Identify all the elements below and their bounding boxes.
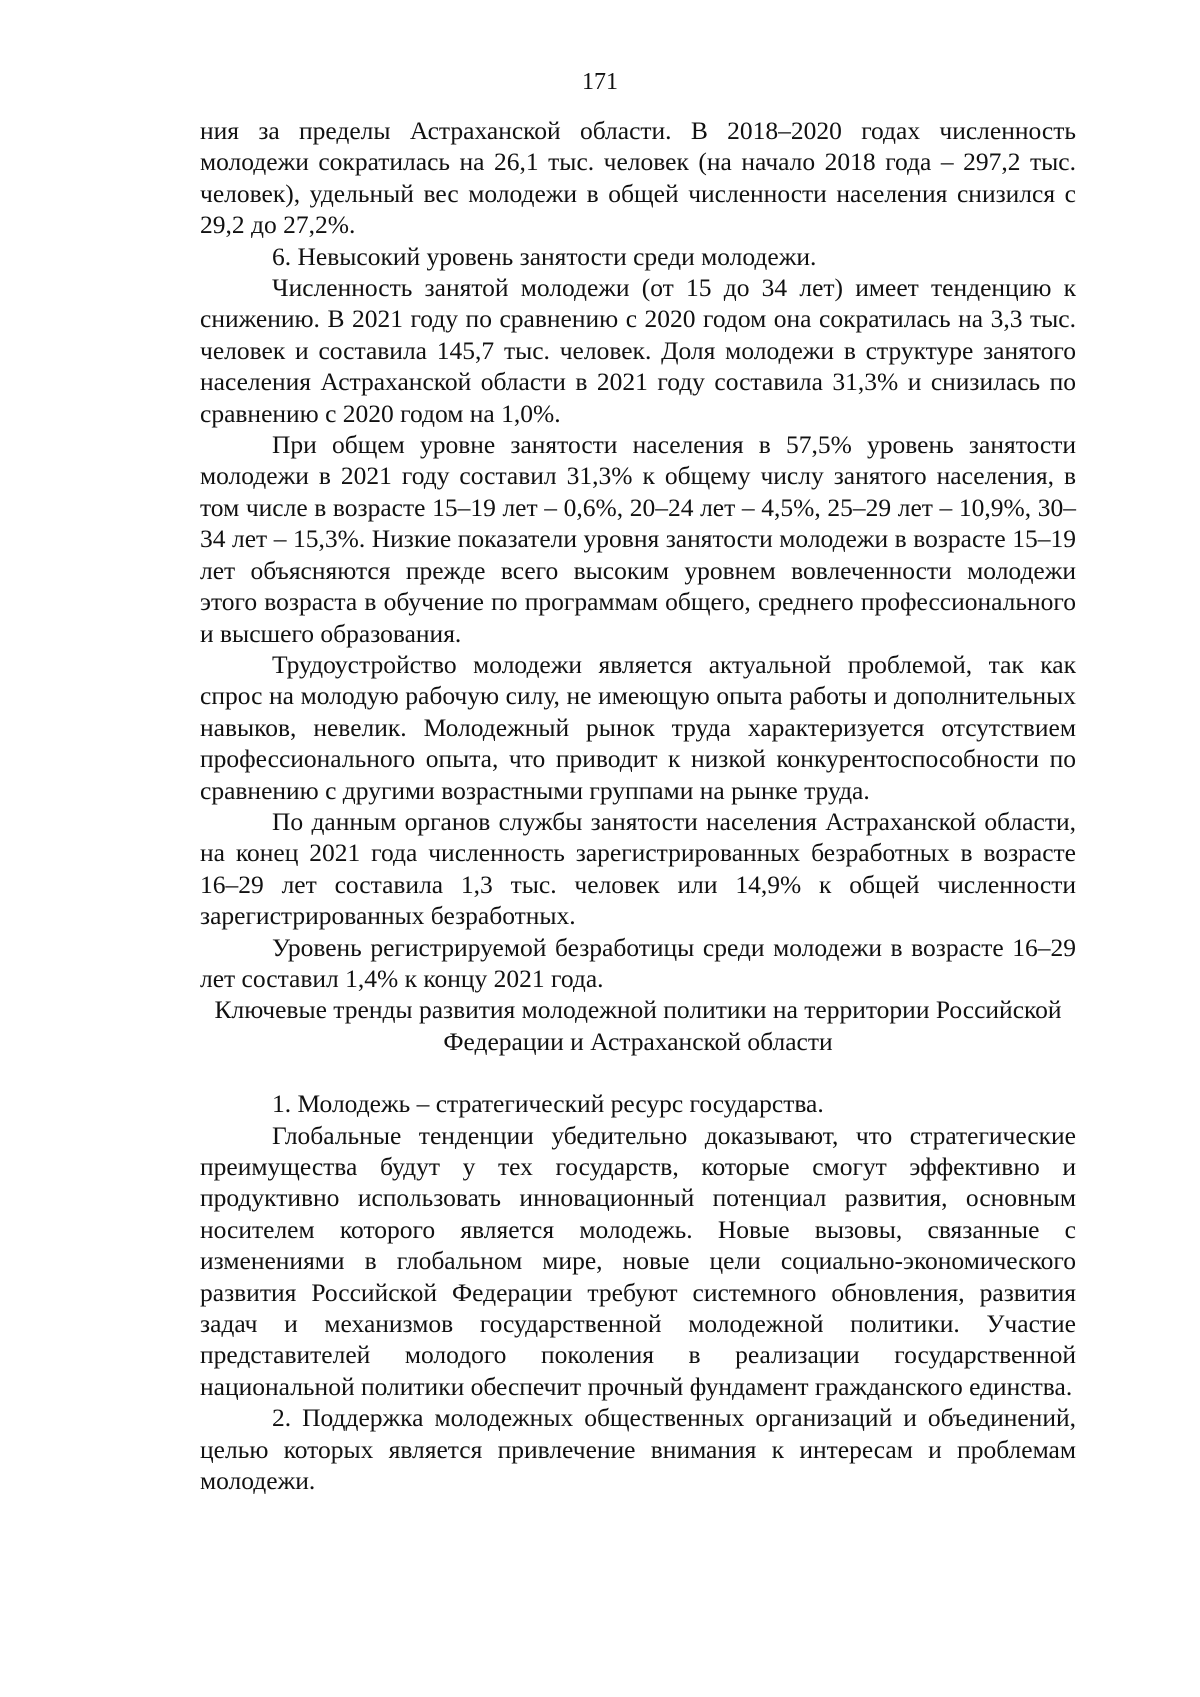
document-body — [200, 115, 1076, 1496]
paragraph: По данным органов службы занятости населения Астраханской области, на конец 2021 года численность зарегистрированных безработных в возрасте 16–29 лет составила 1,3 тыс. человек или 14,9% к общей численности зарегистрированных безработных. — [200, 806, 1076, 931]
paragraph: Уровень регистрируемой безработицы среди молодежи в возрасте 16–29 лет составил 1,4% к концу 2021 года. — [200, 932, 1076, 993]
list-item-heading: 1. Молодежь – стратегический ресурс государства. — [272, 1089, 824, 1119]
paragraph: Трудоустройство молодежи является актуальной проблемой, так как спрос на молодую рабочую силу, не имеющую опыта работы и дополнительных навыков, невелик. Молодежный рынок труда характеризуется отсутствием профессионального опыта, что приводит к низкой конкурентоспособности по сравнению с другими возрастными группами на рынке труда. — [200, 649, 1076, 805]
paragraph: При общем уровне занятости населения в 57,5% уровень занятости молодежи в 2021 году составил 31,3% к общему числу занятого населения, в том числе в возрасте 15–19 лет – 0,6%, 20–24 лет – 4,5%, 25–29 лет – 10,9%, 30–34 лет – 15,3%. Низкие показатели уровня занятости молодежи в возрасте 15–19 лет объясняются прежде всего высоким уровнем вовлеченности молодежи этого возраста в обучение по программам общего, среднего профессионального и высшего образования. — [200, 430, 1076, 648]
paragraph: Глобальные тенденции убедительно доказывают, что стратегические преимущества будут у тех государств, которые смогут эффективно и продуктивно использовать инновационный потенциал развития, основным носителем которого является молодежь. Новые вызовы, связанные с изменениями в глобальном мире, новые цели социально-экономического развития Российской Федерации требуют системного обновления, развития задач и механизмов государственной молодежной политики. Участие представителей молодого поколения в реализации государственной национальной политики обеспечит прочный фундамент гражданского единства. — [200, 1120, 1076, 1401]
paragraph: Численность занятой молодежи (от 15 до 34 лет) имеет тенденцию к снижению. В 2021 году по сравнению с 2020 годом она сократилась на 3,3 тыс. человек и составила 145,7 тыс. человек. Доля молодежи в структуре занятого населения Астраханской области в 2021 году составила 31,3% и снизилась по сравнению с 2020 годом на 1,0%. — [200, 273, 1076, 428]
list-item-heading: 6. Невысокий уровень занятости среди молодежи. — [272, 241, 817, 271]
paragraph: 2. Поддержка молодежных общественных организаций и объединений, целью которых является привлечение внимания к интересам и проблемам молодежи. — [200, 1403, 1076, 1496]
page-number: 171 — [582, 69, 618, 95]
section-heading: Ключевые тренды развития молодежной политики на территории Российской Федерации и Астраханской области — [214, 995, 1062, 1056]
paragraph: ния за пределы Астраханской области. В 2018–2020 годах численность молодежи сократилась на 26,1 тыс. человек (на начало 2018 года – 297,2 тыс. человек), удельный вес молодежи в общей численности населения снизился с 29,2 до 27,2%. — [200, 116, 1076, 240]
